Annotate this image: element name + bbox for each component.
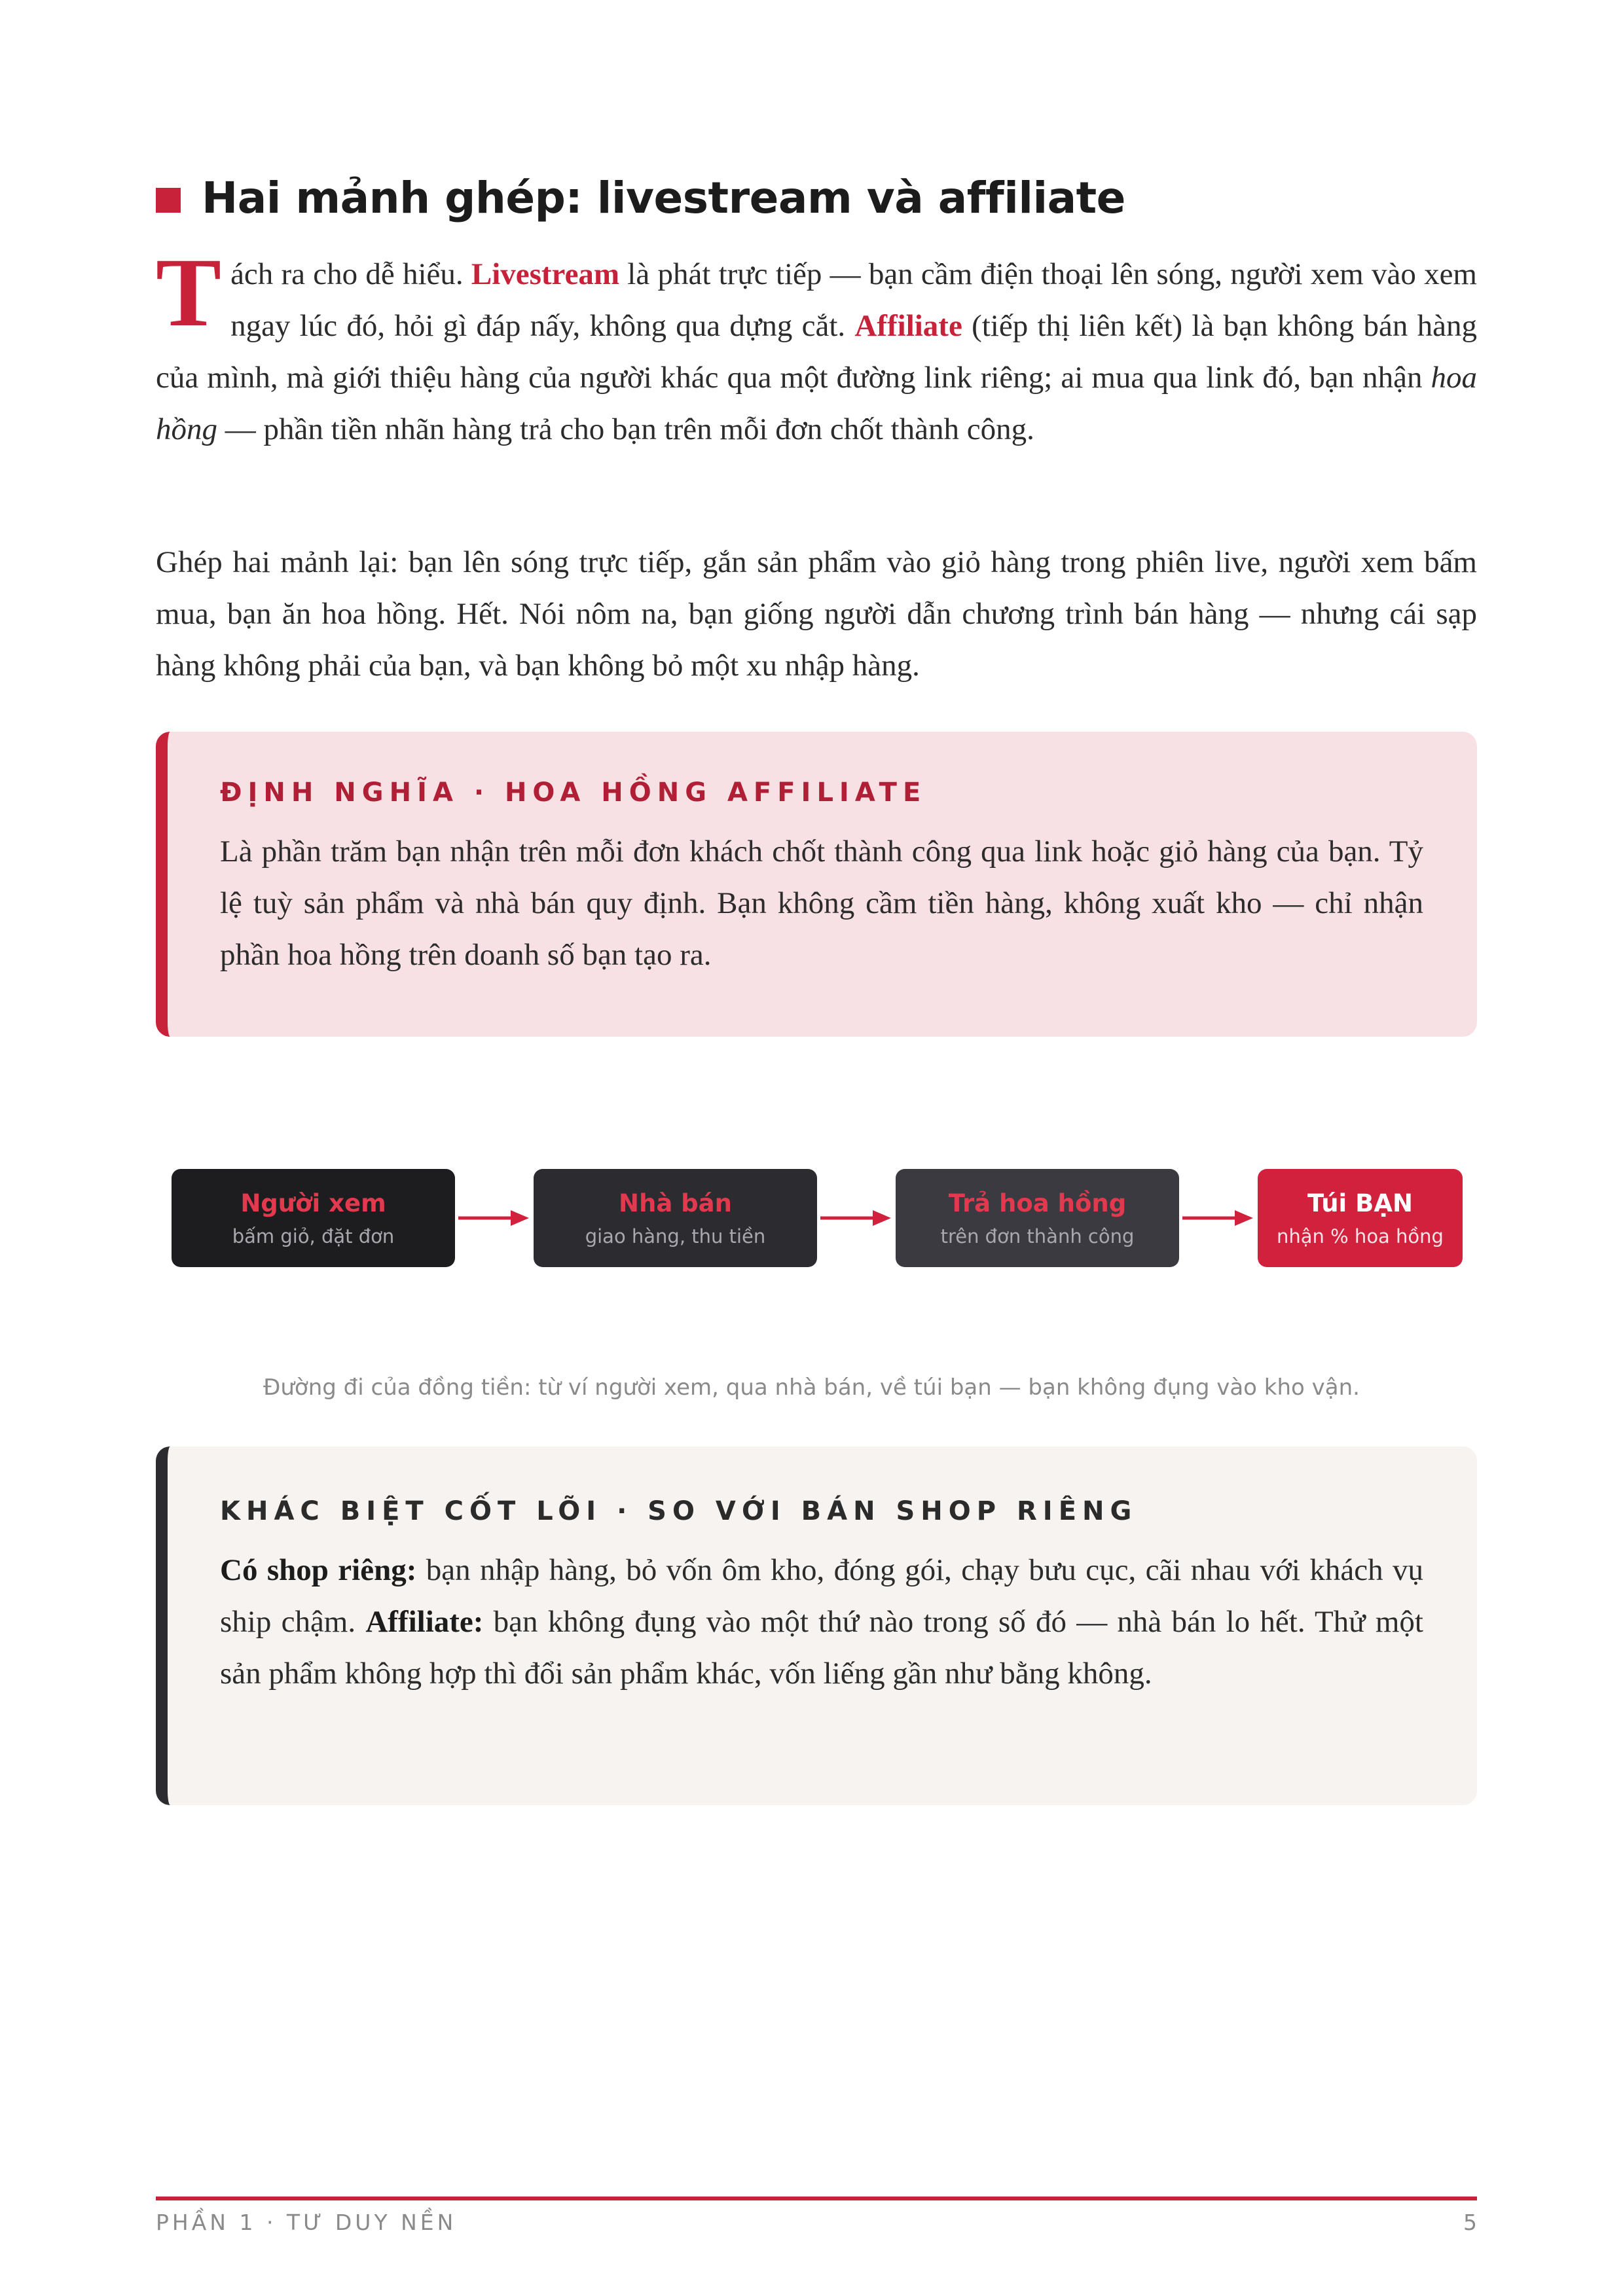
term-commission: hoa hồng	[156, 361, 1477, 446]
section-heading	[156, 165, 1125, 230]
arrow-right-icon	[458, 1208, 530, 1228]
core-difference-text	[220, 1545, 1423, 1700]
definition-text: Là phần trăm bạn nhận trên mỗi đơn khách chốt thành công qua link hoặc giỏ hàng của bạn. Tỷ lệ tuỳ sản phẩm và nhà bán quy định. Bạn không cầm tiền hàng, không xuất kho — chỉ nhận phần hoa hồng trên doanh số bạn tạo ra.	[220, 834, 1423, 972]
diagram-caption: Đường đi của đồng tiền: từ ví người xem, qua nhà bán, về túi bạn — bạn không đụng vào kho vận.	[263, 1374, 1360, 1401]
arrow-right-icon	[1182, 1208, 1254, 1228]
drop-cap: T	[156, 238, 222, 347]
flow-node-title: Nhà bán	[619, 1189, 732, 1217]
flow-node-your-pocket	[1258, 1169, 1463, 1267]
definition-label: ĐỊNH NGHĨA · HOA HỒNG AFFILIATE	[220, 778, 927, 808]
flow-node-title: Túi BẠN	[1307, 1189, 1413, 1217]
intro-text: (tiếp thị liên kết) là bạn không bán hàng của mình, mà giới thiệu hàng của người khác qua một đường link riêng; ai mua qua link đó, bạn nhận	[156, 309, 1477, 395]
arrow-right-icon	[820, 1208, 892, 1228]
own-shop-term: Có shop riêng:	[220, 1553, 417, 1587]
flow-node-subtitle: trên đơn thành công	[940, 1225, 1135, 1247]
intro-text: ách ra cho dễ hiểu.	[230, 257, 471, 291]
term-affiliate: Affiliate	[854, 309, 962, 343]
flow-node-seller	[534, 1169, 817, 1267]
footer-section-title: PHẦN 1 · TƯ DUY NỀN	[156, 2210, 457, 2235]
affiliate-term: Affiliate:	[365, 1605, 484, 1639]
term-livestream: Livestream	[471, 257, 620, 291]
money-flow-diagram	[0, 1169, 1623, 1268]
core-difference-label: KHÁC BIỆT CỐT LÕI · SO VỚI BÁN SHOP RIÊNG	[220, 1496, 1138, 1526]
intro-text: là phát trực tiếp — bạn cầm điện thoại lên sóng, người xem vào xem ngay lúc đó, hỏi gì đáp nấy, không qua dựng cắt.	[230, 257, 1477, 343]
flow-node-subtitle: bấm giỏ, đặt đơn	[232, 1225, 395, 1247]
intro-paragraph	[156, 238, 1477, 456]
footer-divider	[156, 2197, 1477, 2200]
flow-node-viewer	[172, 1169, 455, 1267]
heading-text: Hai mảnh ghép: livestream và affiliate	[202, 172, 1125, 223]
flow-node-commission	[896, 1169, 1179, 1267]
page-number: 5	[1463, 2210, 1477, 2235]
intro-text: — phần tiền nhãn hàng trả cho bạn trên mỗi đơn chốt thành công.	[217, 412, 1034, 446]
flow-node-title: Người xem	[240, 1189, 386, 1217]
affiliate-text: bạn không đụng vào một thứ nào trong số đó — nhà bán lo hết. Thử một sản phẩm không hợp thì đổi sản phẩm khác, vốn liếng gần như bằng không.	[220, 1605, 1423, 1691]
flow-node-subtitle: giao hàng, thu tiền	[585, 1225, 766, 1247]
own-shop-text: bạn nhập hàng, bỏ vốn ôm kho, đóng gói, chạy bưu cục, cãi nhau với khách vụ ship chậm.	[220, 1553, 1423, 1639]
core-difference-box	[156, 1446, 1477, 1805]
heading-marker	[156, 188, 181, 213]
flow-node-subtitle: nhận % hoa hồng	[1277, 1225, 1444, 1247]
second-paragraph: Ghép hai mảnh lại: bạn lên sóng trực tiếp, gắn sản phẩm vào giỏ hàng trong phiên live, người xem bấm mua, bạn ăn hoa hồng. Hết. Nói nôm na, bạn giống người dẫn chương trình bán hàng — nhưng cái sạp hàng không phải của bạn, và bạn không bỏ một xu nhập hàng.	[156, 545, 1477, 683]
definition-box	[156, 732, 1477, 1037]
flow-node-title: Trả hoa hồng	[948, 1189, 1127, 1217]
